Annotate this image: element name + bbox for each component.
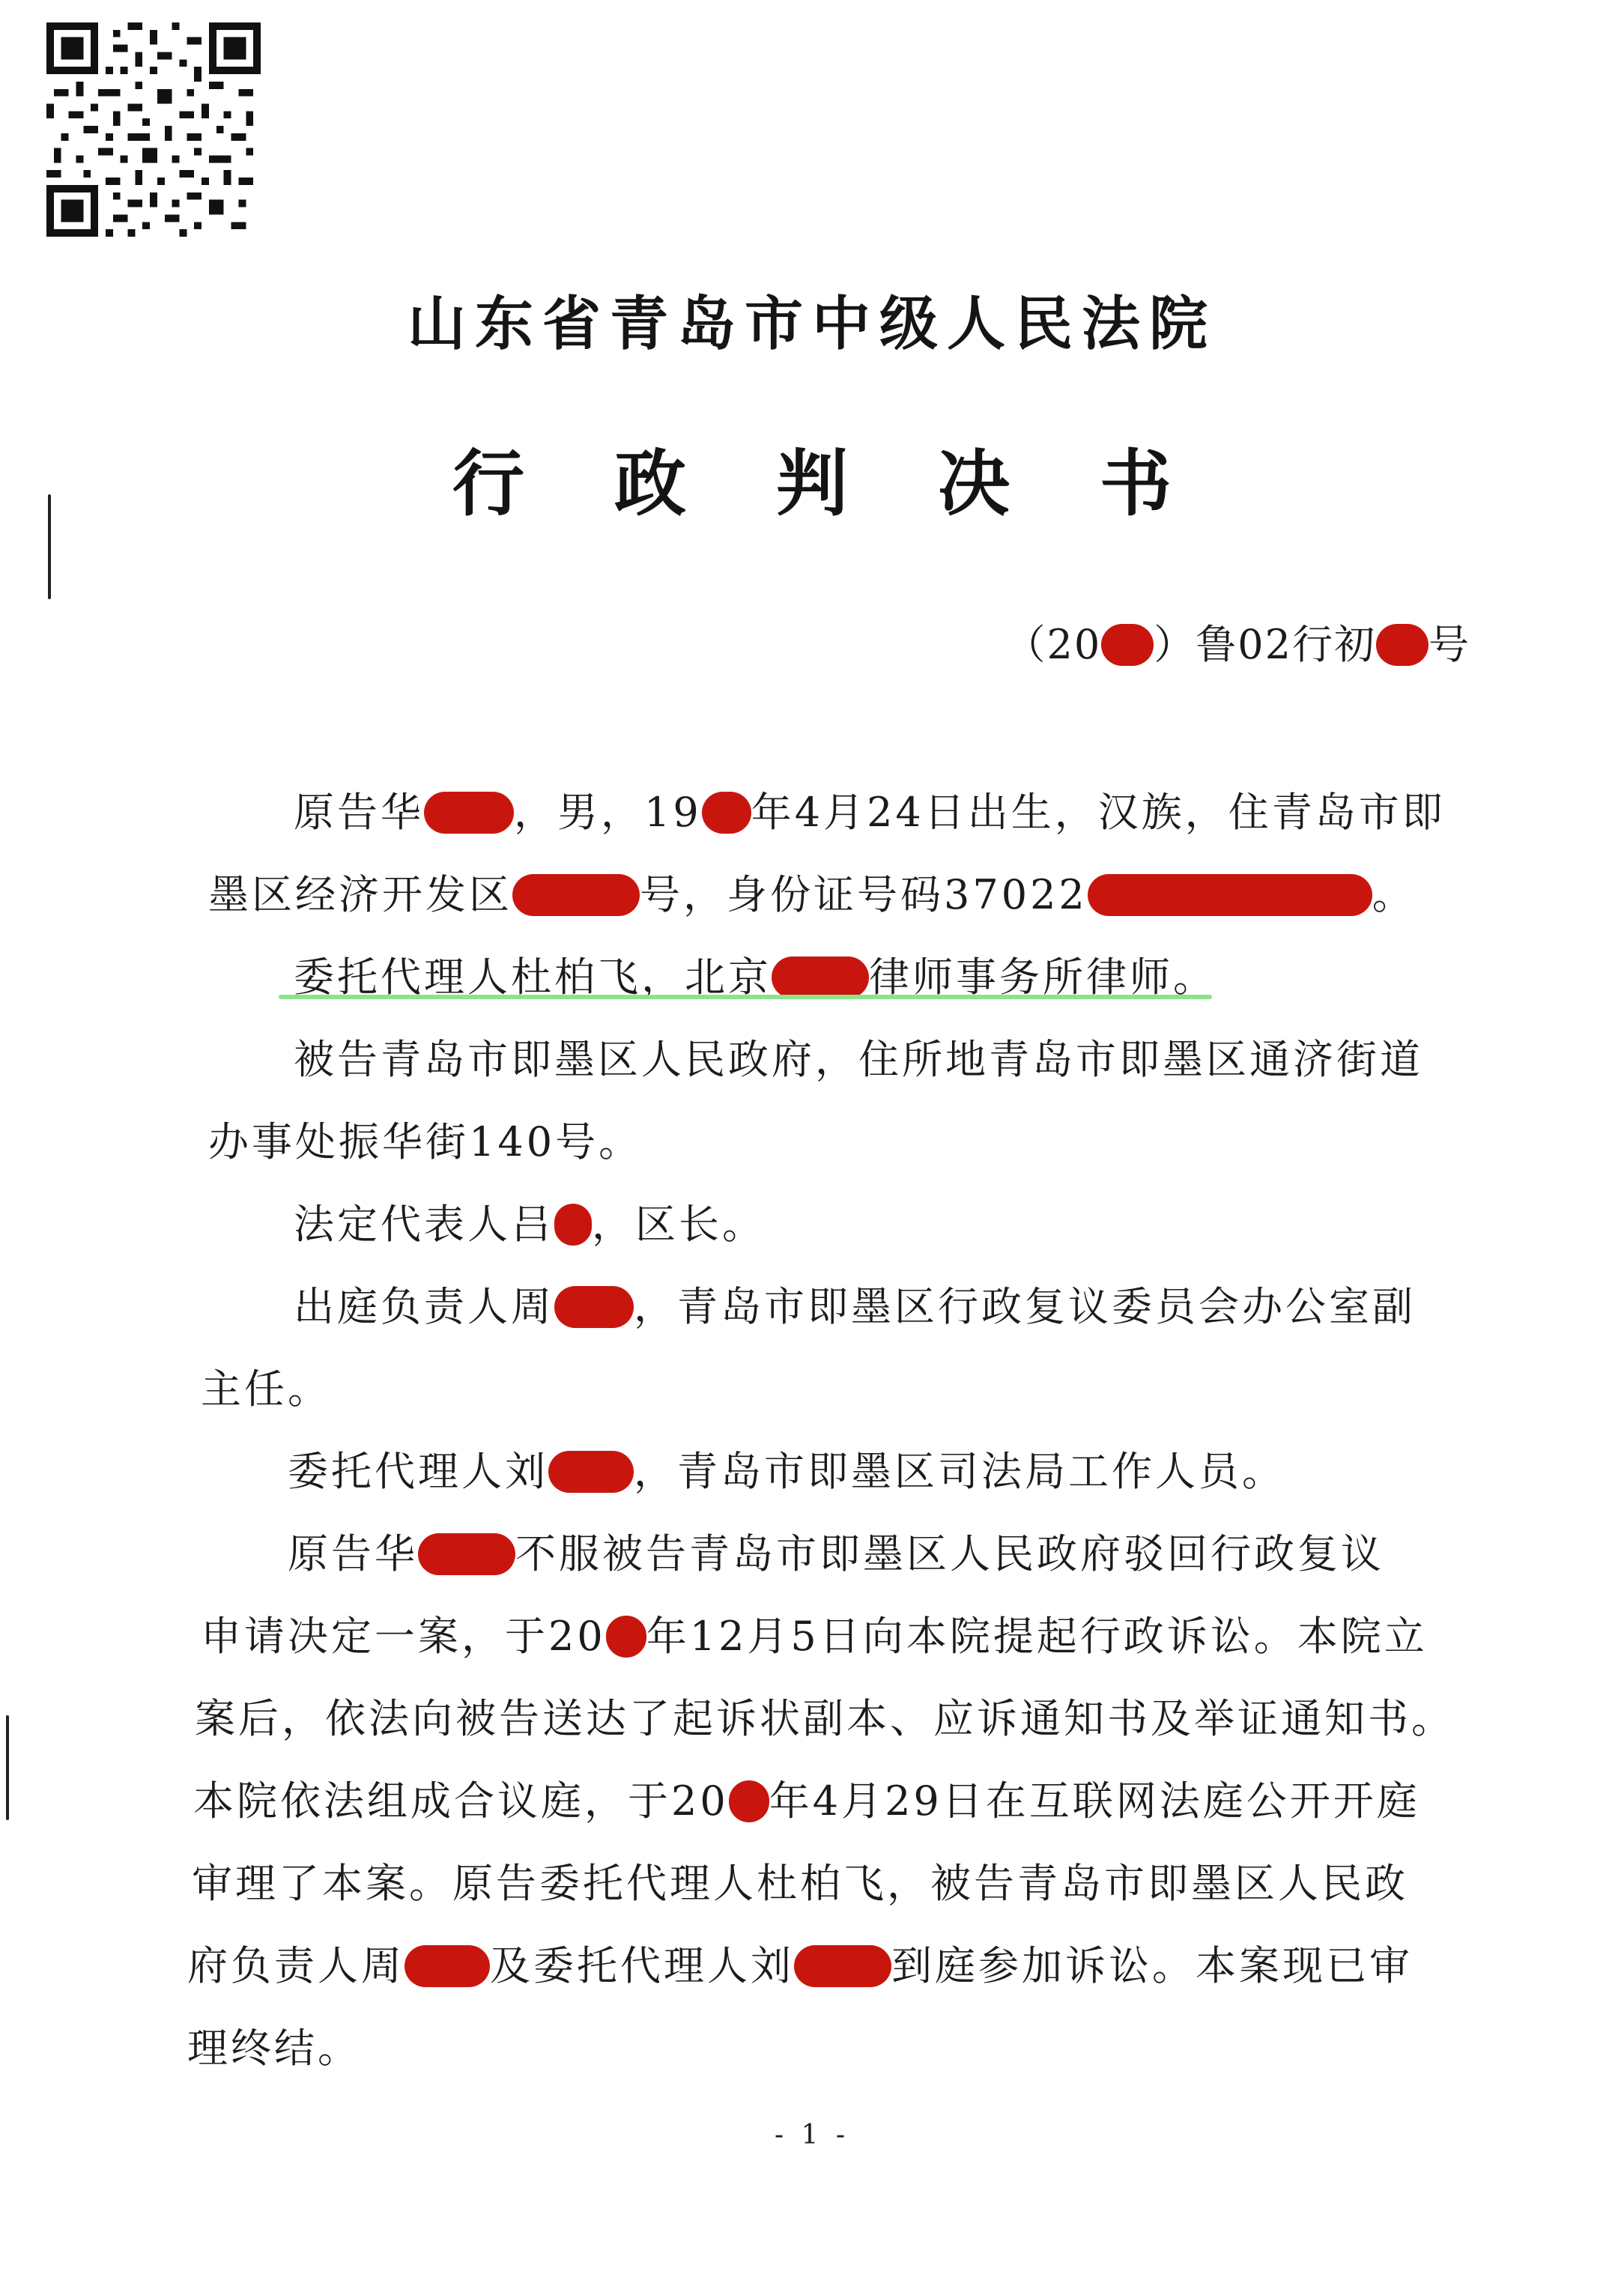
text: 及委托代理人刘 [490, 1942, 794, 1989]
case-number [1005, 613, 1470, 670]
defendant-address-line: 办事处振华街140号。 [208, 1118, 643, 1165]
case-summary-line [288, 1522, 1384, 1580]
case-summary-line [193, 1769, 1420, 1827]
redaction-mark [405, 1945, 490, 1987]
redaction-mark [1101, 624, 1154, 666]
defendant-agent-line [288, 1440, 1285, 1497]
redaction-mark [729, 1780, 769, 1822]
text: ，青岛市即墨区司法局工作人员。 [634, 1448, 1285, 1495]
redaction-mark [548, 1451, 634, 1493]
text: 年4月24日出生，汉族，住青岛市即 [751, 789, 1446, 836]
case-summary-line [201, 1604, 1428, 1662]
legal-representative-line [294, 1192, 766, 1250]
text: 府负责人周 [187, 1942, 405, 1989]
doc-type-char: 书 [1100, 441, 1172, 526]
text: 号，身份证号码37022 [640, 871, 1088, 918]
page-number: - 1 - [774, 2120, 850, 2150]
text: 墨区经济开发区 [208, 871, 512, 918]
document-type [0, 427, 1624, 530]
text: 不服被告青岛市即墨区人民政府驳回行政复议 [515, 1530, 1384, 1577]
text: 。 [1372, 871, 1416, 918]
redaction-mark [702, 792, 751, 834]
redaction-mark [1088, 874, 1372, 916]
redaction-mark [794, 1945, 891, 1987]
doc-type-char: 判 [776, 441, 848, 526]
text: 年12月5日向本院提起行政诉讼。本院立 [646, 1613, 1428, 1660]
text: ，男，19 [514, 789, 702, 836]
text: 法定代表人吕 [294, 1201, 554, 1248]
redaction-mark [772, 956, 869, 998]
text: 委托代理人杜柏飞，北京 [294, 954, 772, 1001]
text: 原告华 [294, 789, 424, 836]
case-summary-line [187, 1934, 1413, 1992]
text: 委托代理人刘 [288, 1448, 548, 1495]
doc-type-char: 政 [614, 441, 686, 526]
text: 申请决定一案，于20 [201, 1613, 606, 1660]
margin-mark [6, 1715, 9, 1820]
redaction-mark [1376, 624, 1428, 666]
case-number-part: （20 [1005, 621, 1102, 668]
redaction-mark [554, 1204, 592, 1246]
case-summary-line: 审理了本案。原告委托代理人杜柏飞，被告青岛市即墨区人民政 [192, 1860, 1408, 1907]
text: ，青岛市即墨区行政复议委员会办公室副 [634, 1283, 1416, 1330]
case-number-part: ）鲁02行初 [1154, 621, 1376, 668]
text: 原告华 [288, 1530, 418, 1577]
court-attendee-line [294, 1275, 1416, 1333]
qr-code [46, 22, 261, 237]
highlight-underline [279, 995, 1212, 999]
text: 出庭负责人周 [294, 1283, 554, 1330]
text: 本院依法组成合议庭，于20 [193, 1777, 729, 1825]
plaintiff-line [294, 780, 1446, 838]
case-number-part: 号 [1428, 621, 1470, 668]
text: 到庭参加诉讼。本案现已审 [891, 1942, 1413, 1989]
redaction-mark [554, 1286, 634, 1328]
defendant-line: 被告青岛市即墨区人民政府，住所地青岛市即墨区通济街道 [294, 1036, 1423, 1083]
redaction-mark [418, 1533, 515, 1575]
plaintiff-address-line [208, 863, 1416, 921]
redaction-mark [606, 1616, 646, 1658]
court-name: 山东省青岛市中级人民法院 [407, 290, 1217, 358]
case-summary-line: 理终结。 [187, 2025, 361, 2072]
case-summary-line: 案后，依法向被告送达了起诉状副本、应诉通知书及举证通知书。 [195, 1695, 1455, 1742]
text: ，区长。 [592, 1201, 766, 1248]
redaction-mark [424, 792, 514, 834]
court-attendee-line-cont: 主任。 [201, 1365, 331, 1413]
text: 律师事务所律师。 [869, 954, 1217, 1001]
doc-type-char: 决 [938, 441, 1010, 526]
doc-type-char: 行 [452, 441, 524, 526]
redaction-mark [512, 874, 640, 916]
text: 年4月29日在互联网法庭公开开庭 [769, 1777, 1420, 1825]
